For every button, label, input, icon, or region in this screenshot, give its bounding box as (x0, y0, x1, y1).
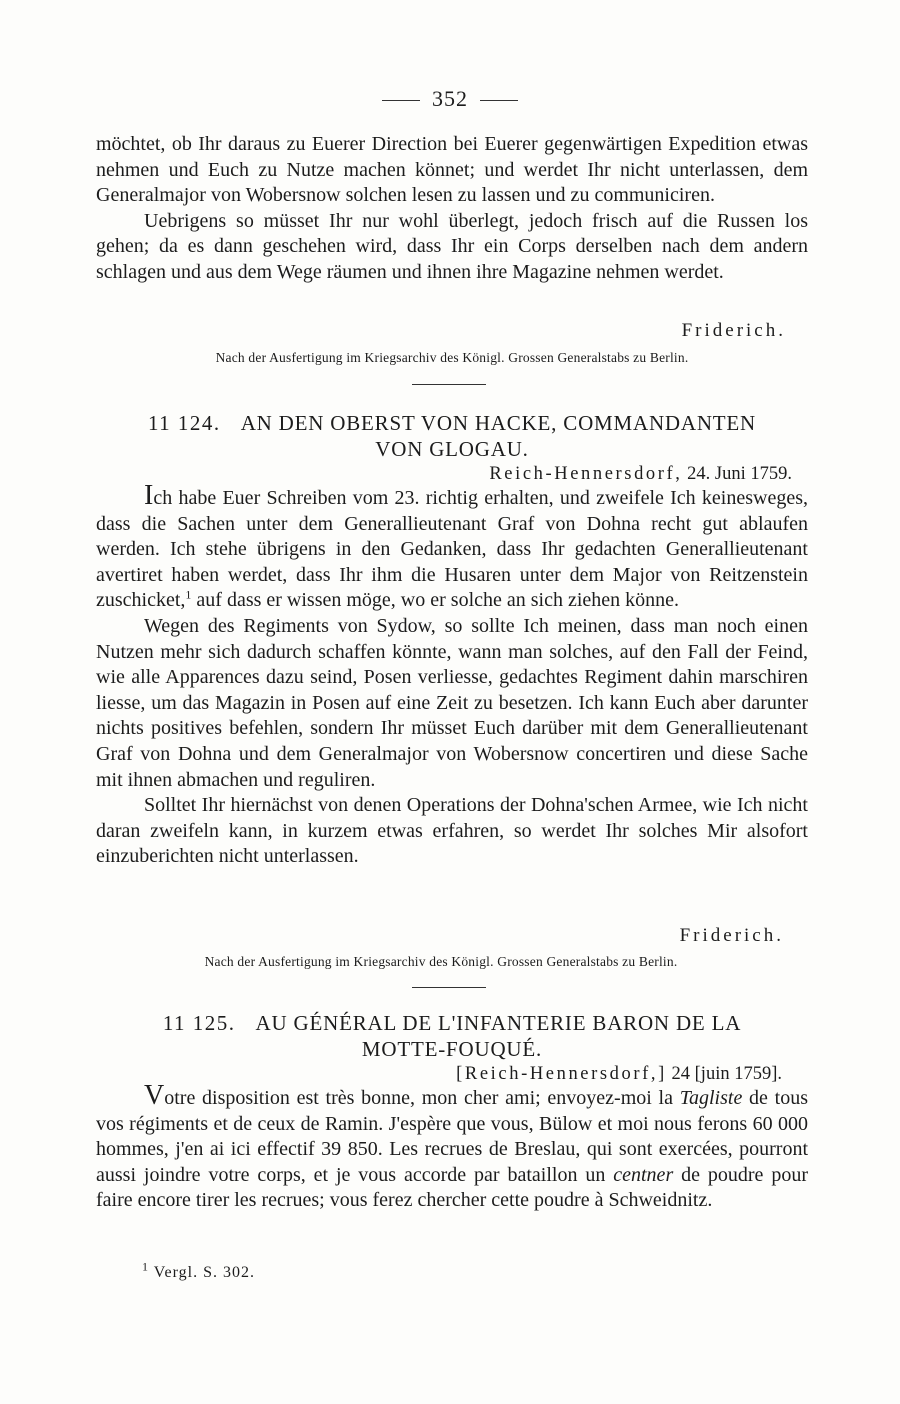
divider-rule-2 (412, 987, 486, 988)
letter-11124-paragraph-2: Wegen des Regiments von Sydow, so sollte Ich meinen, dass man noch einen Nutzen mehr sich dadurch schaffen könnte, wann man solches, auf den Fall der Feind, wie alle Apparences dazu seind, Posen verliesse, gedachtes Regiment dahin marschiren liesse, um das Magazin in Posen auf eine Zeit zu besetzen. Ich kann Euch aber darunter nichts positives befehlen, sondern Ihr müsset Euch darüber mit dem Generallieutenant Graf von Dohna und dem Generalmajor von Wobersnow concertiren und diese Sache mit ihnen abmachen und reguliren. (96, 614, 808, 791)
letter-11124-source-note: Nach der Ausfertigung im Kriegsarchiv des Königl. Grossen Generalstabs zu Berlin. (204, 954, 678, 969)
letter-11124-paragraph-1 (96, 480, 808, 614)
letter-11125-p1-c: de poudre pour faire encore tirer les recrues; vous ferez chercher cette poudre à Schweidnitz. (96, 1163, 808, 1212)
letter-11125-heading-line2: MOTTE-FOUQUÉ. (361, 1037, 543, 1061)
letter-11125-paragraph-1 (96, 1080, 808, 1214)
intro-paragraph-2: Uebrigens so müsset Ihr nur wohl überlegt, jedoch frisch auf die Russen los gehen; da es dann geschehen wird, dass Ihr ein Corps derselben nach dem andern schlagen und aus dem Wege räumen und ihnen ihre Magazine nehmen werdet. (96, 209, 808, 283)
footnote-reference-mark: 1 (185, 587, 192, 602)
intro-section (96, 132, 808, 286)
letter-11125-number: 11 125. (162, 1011, 236, 1035)
letter-11124-signature: Friderich. (679, 925, 784, 946)
letter-11124-signature-wrap (96, 925, 784, 947)
letter-11124-heading (96, 410, 808, 462)
footnote-mark: 1 (142, 1259, 149, 1274)
divider-rule (412, 384, 486, 385)
page-number-dash-right (480, 100, 518, 101)
letter-11124-dateline (96, 462, 792, 486)
letter-11124-p1-end: auf dass er wissen möge, wo er solche an sich ziehen könne. (191, 589, 680, 612)
letter-11124-initial: I (144, 480, 154, 511)
letter-11125 (96, 1010, 808, 1214)
intro-source-note: Nach der Ausfertigung im Kriegsarchiv des Königl. Grossen Generalstabs zu Berlin. (215, 350, 689, 365)
letter-11124-heading-line2: VON GLOGAU. (375, 437, 529, 461)
letter-11125-heading (96, 1010, 808, 1062)
letter-11124-paragraph-3: Solltet Ihr hiernächst von denen Operations der Dohna'schen Armee, wie Ich nicht daran zweifeln kann, in kurzem etwas erfahren, so werdet Ihr solches Mir alsofort einzuberichten nicht unterlassen. (96, 794, 808, 868)
intro-source-wrap (96, 350, 808, 366)
letter-11125-tagliste: Tagliste (679, 1087, 743, 1109)
letter-11125-p1-a: otre disposition est très bonne, mon cher ami; envoyez-moi la (164, 1087, 680, 1109)
letter-11125-dateline (96, 1062, 782, 1086)
letter-11125-centner: centner (613, 1163, 674, 1186)
letter-11125-heading-line1: AU GÉNÉRAL DE L'INFANTERIE BARON DE LA (255, 1011, 742, 1035)
footnote-text: Vergl. S. 302. (153, 1264, 255, 1281)
letter-11125-place: [Reich-Hennersdorf,] (456, 1064, 667, 1084)
intro-signature: Friderich. (681, 320, 786, 341)
letter-11125-date: 24 [juin 1759]. (671, 1064, 782, 1084)
letter-11125-initial: V (144, 1080, 165, 1111)
letter-11124-date: 24. Juni 1759. (687, 464, 792, 484)
page-number (0, 86, 900, 112)
page-number-dash-left (382, 100, 420, 101)
letter-11125-p1-b: de tous vos régiments et de ceux de Ramin. J'espère que vous, Bülow et moi nous ferons 60 000 hommes, j'en ai ici effectif 39 850. Les recrues de Breslau, qui sont exercées, pourront aussi joindre votre corps, et je vous accorde par bataillon un (96, 1087, 808, 1186)
letter-11124-source-wrap (96, 954, 786, 970)
intro-paragraph-1: möchtet, ob Ihr daraus zu Euerer Direction bei Euerer gegenwärtigen Expedition etwas nehmen und Euch zu Nutze machen könnet; und werdet Ihr nicht unterlassen, dem Generalmajor von Wobersnow solchen lesen zu lassen und zu communiciren. (96, 133, 808, 207)
letter-11124-number: 11 124. (147, 411, 221, 435)
intro-signature-wrap (96, 320, 786, 342)
letter-11124 (96, 410, 808, 870)
letter-11124-p1-text: ch habe Euer Schreiben vom 23. richtig erhalten, und zweifele Ich keinesweges, dass die Sachen unter dem Generallieutenant Graf von Dohna recht gut ablaufen werden. Ich stehe übrigens in den Gedanken, dass Ihr gedachten Generallieutenant avertiret haben werdet, dass Ihr ihm die Husaren unter dem Major von Reitzenstein zuschicket, (96, 487, 808, 612)
page-number-text: 352 (432, 86, 468, 111)
footnote (142, 1259, 255, 1282)
letter-11124-heading-line1: AN DEN OBERST VON HACKE, COMMANDANTEN (240, 411, 757, 435)
letter-11124-place: Reich-Hennersdorf, (489, 464, 683, 484)
